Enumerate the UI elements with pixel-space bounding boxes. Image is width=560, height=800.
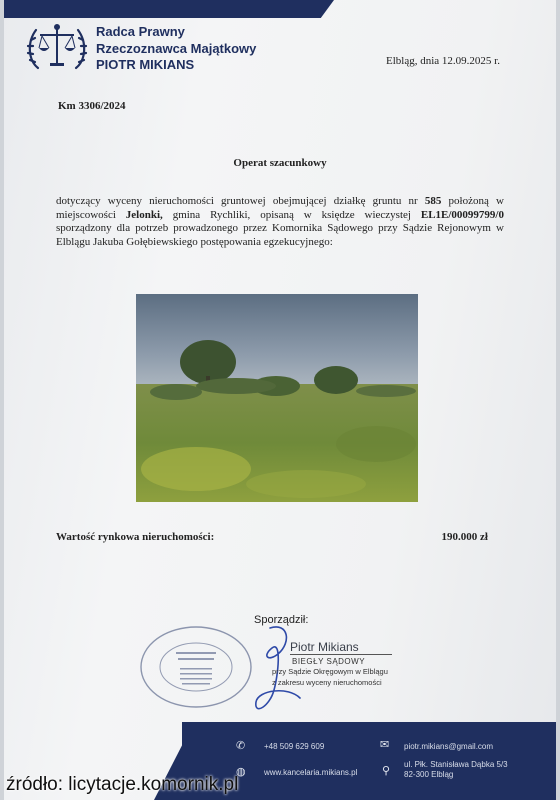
appraiser-title: BIEGŁY SĄDOWY [292,657,366,666]
locality: Jelonki, [125,208,163,221]
signature-line [290,654,392,655]
body-text-1: dotyczący wyceny nieruchomości gruntowej obejmującej działkę gruntu nr [56,195,425,207]
mail-icon: ✉ [380,738,390,751]
header-band [4,0,334,18]
address-line-1: ul. Płk. Stanisława Dąbka 5/3 [404,760,508,769]
scales-of-justice-logo [24,18,90,76]
document-title: Operat szacunkowy [233,157,327,169]
market-value-amount: 190.000 zł [441,531,488,543]
place-and-date: Elbląg, dnia 12.09.2025 r. [386,55,500,67]
appraiser-stamp [138,624,254,710]
footer-email: piotr.mikians@gmail.com [404,742,494,751]
appraiser-name: Piotr Mikians [290,640,359,654]
source-caption: źródło: licytacje.komornik.pl [6,774,239,795]
footer-address [404,760,508,780]
address-line-2: 82-300 Elbląg [404,770,454,779]
case-reference: Km 3306/2024 [58,100,126,112]
firm-line-2: Rzeczoznawca Majątkowy [96,40,257,56]
footer-website: www.kancelaria.mikians.pl [264,768,358,777]
location-pin-icon: ⚲ [382,764,391,777]
appraiser-court [272,667,388,688]
court-line-2: z zakresu wyceny nieruchomości [272,677,382,687]
firm-line-3: PIOTR MIKIANS [96,57,195,72]
market-value-label: Wartość rynkowa nieruchomości: [56,531,215,543]
globe-icon: ◍ [236,765,246,778]
plot-number: 585 [424,195,442,207]
court-line-1: przy Sądzie Okręgowym w Elblągu [272,667,388,676]
body-text-4: sporządzony dla potrzeb prowadzonego przez Komornika Sądowego przy Sądzie Rejonowym w Elblągu Jakuba Gołębiewskiego postępowania egzekucyjnego: [56,222,504,248]
prepared-by-label: Sporządził: [254,614,309,626]
firm-line-1: Radca Prawny [96,24,185,39]
land-register-number: EL1E/00099799/0 [420,208,504,221]
document-page [4,0,556,800]
body-text-3: gmina Rychliki, opisaną w księdze wieczystej [162,208,421,221]
phone-icon: ✆ [236,739,246,752]
body-text-2: położoną w miejscowości [56,195,504,221]
document-body [56,195,504,249]
property-photo [136,294,418,502]
firm-name [96,24,256,74]
footer-phone: +48 509 629 609 [264,742,325,751]
